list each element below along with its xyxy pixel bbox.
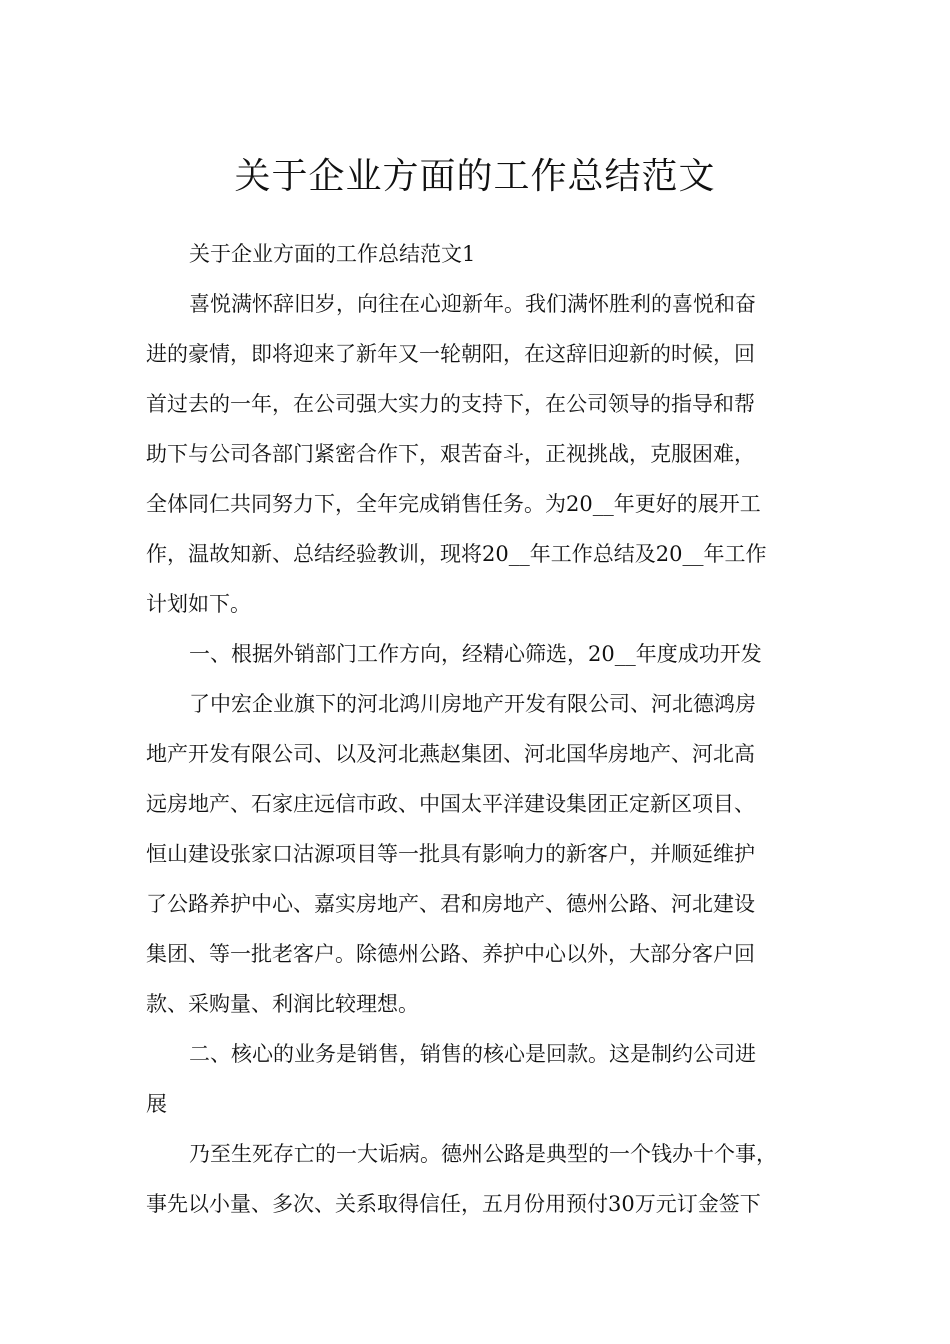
text-line: 展	[146, 1092, 167, 1116]
text-line: 助下与公司各部门紧密合作下，艰苦奋斗，正视挑战，克服困难，	[146, 442, 755, 466]
text-line: 恒山建设张家口沽源项目等一批具有影响力的新客户，并顺延维护	[146, 842, 755, 866]
document-title: 关于企业方面的工作总结范文	[234, 156, 716, 198]
text-line: 二、核心的业务是销售，销售的核心是回款。这是制约公司进	[189, 1042, 756, 1066]
text-line: 喜悦满怀辞旧岁，向往在心迎新年。我们满怀胜利的喜悦和奋	[189, 292, 756, 316]
text-line: 了公路养护中心、嘉实房地产、君和房地产、德州公路、河北建设	[146, 892, 755, 916]
text-line: 乃至生死存亡的一大诟病。德州公路是典型的一个钱办十个事，	[189, 1142, 777, 1166]
text-line: 集团、等一批老客户。除德州公路、养护中心以外，大部分客户回	[146, 942, 755, 966]
text-line: 远房地产、石家庄远信市政、中国太平洋建设集团正定新区项目、	[146, 792, 755, 816]
document-body	[146, 229, 811, 1229]
text-line: 事先以小量、多次、关系取得信任，五月份用预付30万元订金签下	[146, 1192, 761, 1216]
text-line: 首过去的一年，在公司强大实力的支持下，在公司领导的指导和帮	[146, 392, 755, 416]
text-line: 关于企业方面的工作总结范文1	[189, 242, 476, 266]
text-line: 地产开发有限公司、以及河北燕赵集团、河北国华房地产、河北高	[146, 742, 755, 766]
text-line: 计划如下。	[146, 592, 251, 616]
text-line: 作，温故知新、总结经验教训，现将20__年工作总结及20__年工作	[146, 542, 767, 566]
text-line: 一、根据外销部门工作方向，经精心筛选，20__年度成功开发	[189, 642, 762, 666]
text-line: 款、采购量、利润比较理想。	[146, 992, 419, 1016]
text-line: 全体同仁共同努力下，全年完成销售任务。为20__年更好的展开工	[146, 492, 761, 516]
text-line: 了中宏企业旗下的河北鸿川房地产开发有限公司、河北德鸿房	[189, 692, 756, 716]
text-line: 进的豪情，即将迎来了新年又一轮朝阳，在这辞旧迎新的时候，回	[146, 342, 755, 366]
